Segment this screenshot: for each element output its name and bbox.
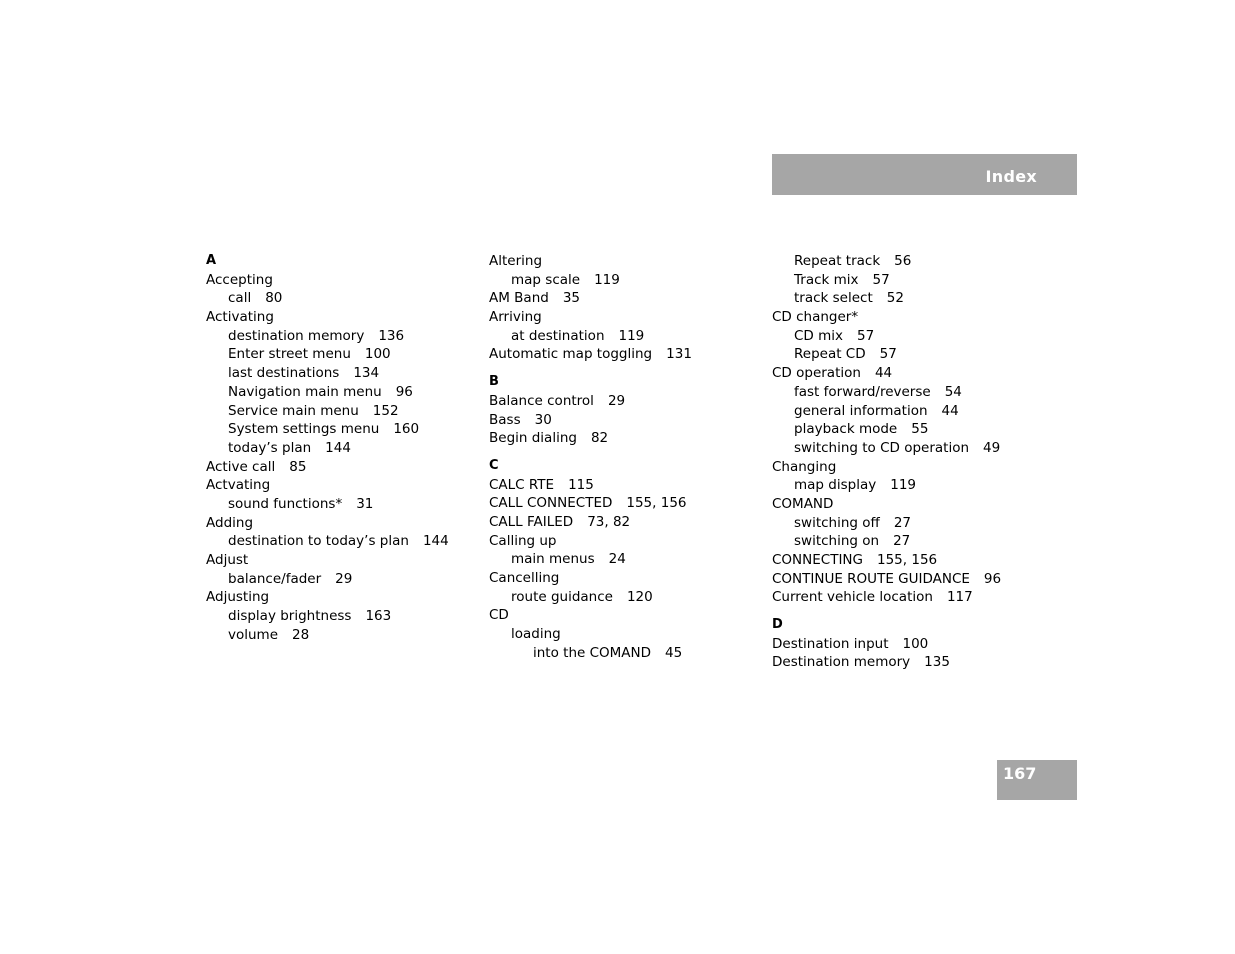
page-ref: 120 xyxy=(626,588,653,605)
index-entry: Automatic map toggling 131 xyxy=(489,346,692,363)
page-ref: 29 xyxy=(607,392,626,409)
index-entry: COMAND xyxy=(772,495,834,512)
index-letter-heading: A xyxy=(206,253,217,268)
index-subentry: call 80 xyxy=(228,290,283,307)
section-title: Index xyxy=(985,167,1037,186)
index-entry: Changing xyxy=(772,458,837,475)
index-letter-heading: D xyxy=(772,617,783,633)
index-subentry: Service main menu 152 xyxy=(228,402,399,419)
page-ref: 52 xyxy=(886,290,904,307)
index-subentry: System settings menu 160 xyxy=(228,421,420,438)
page-ref: 57 xyxy=(879,346,897,363)
page-ref: 54 xyxy=(944,383,962,400)
page-ref: 134 xyxy=(353,365,380,382)
page-ref: 100 xyxy=(902,635,929,652)
page-number: 167 xyxy=(1003,764,1037,783)
page-ref: 119 xyxy=(890,477,917,494)
index-subentry: CD mix 57 xyxy=(794,327,875,344)
page-ref: 27 xyxy=(893,533,911,550)
index-subentry: main menus 24 xyxy=(511,551,626,568)
index-subentry: today’s plan 144 xyxy=(228,439,351,456)
index-subentry: fast forward/reverse 54 xyxy=(794,383,962,400)
page-ref: 57 xyxy=(857,327,875,344)
page-ref: 96 xyxy=(983,570,1002,587)
index-subentry: map display 119 xyxy=(794,477,917,494)
index-subentry: balance/fader 29 xyxy=(228,570,353,587)
index-subentry: Repeat CD 57 xyxy=(794,346,897,363)
index-subsubentry: into the COMAND 45 xyxy=(533,644,683,661)
index-subentry: sound functions* 31 xyxy=(228,495,374,512)
page-ref: 119 xyxy=(594,271,620,288)
index-subentry: track select 52 xyxy=(794,290,904,307)
page-ref: 24 xyxy=(608,551,626,568)
index-subentry: switching off 27 xyxy=(794,514,912,531)
page-ref: 119 xyxy=(618,327,645,344)
page-ref: 152 xyxy=(372,402,399,419)
page-ref: 155, 156 xyxy=(877,552,938,568)
index-subentry: at destination 119 xyxy=(511,327,645,344)
index-subentry: display brightness 163 xyxy=(228,608,392,625)
index-entry: CALL CONNECTED 155, 156 xyxy=(489,495,687,512)
index-entry: Adjusting xyxy=(206,589,270,606)
page-ref: 163 xyxy=(365,608,392,625)
index-entry: AM Band 35 xyxy=(489,290,581,307)
index-column-3 xyxy=(772,252,1042,672)
index-entry: Adding xyxy=(206,514,254,531)
page-ref: 35 xyxy=(562,290,581,307)
page-ref: 29 xyxy=(335,570,353,587)
index-entry: Active call 85 xyxy=(206,458,307,475)
index-entry: CONTINUE ROUTE GUIDANCE 96 xyxy=(772,570,1002,587)
page-ref: 28 xyxy=(292,626,310,643)
page-ref: 136 xyxy=(378,327,405,344)
page-ref: 30 xyxy=(534,411,552,428)
page-ref: 144 xyxy=(422,533,449,550)
index-subentry: last destinations 134 xyxy=(228,365,380,382)
index-subentry: switching on 27 xyxy=(794,533,911,550)
page-ref: 100 xyxy=(364,346,391,363)
index-subentry: route guidance 120 xyxy=(511,588,653,605)
page-ref: 55 xyxy=(911,421,929,438)
index-entry: Calling up xyxy=(489,532,557,549)
index-entry: CD operation 44 xyxy=(772,365,893,382)
index-subentry: Repeat track 56 xyxy=(794,253,912,269)
index-entry: CONNECTING 155, 156 xyxy=(772,552,938,568)
page-ref: 115 xyxy=(568,476,594,493)
page-ref: 49 xyxy=(983,439,1001,456)
index-subentry: Enter street menu 100 xyxy=(228,346,391,363)
index-entry: Begin dialing 82 xyxy=(489,430,609,447)
index-subentry: general information 44 xyxy=(794,402,959,419)
index-entry: Cancelling xyxy=(489,570,560,586)
index-column-2 xyxy=(489,252,759,662)
index-entry: CD xyxy=(489,607,509,624)
page-ref: 155, 156 xyxy=(626,495,687,512)
index-subentry: map scale 119 xyxy=(511,271,620,288)
page-ref: 135 xyxy=(924,654,950,671)
index-subentry: playback mode 55 xyxy=(794,421,929,438)
index-entry: CALL FAILED 73, 82 xyxy=(489,513,631,530)
page-ref: 44 xyxy=(941,402,959,419)
index-entry: Destination memory 135 xyxy=(772,654,950,671)
index-entry: CD changer* xyxy=(772,309,859,326)
page-ref: 27 xyxy=(893,514,912,531)
page-ref: 117 xyxy=(946,589,973,606)
page-ref: 44 xyxy=(874,365,893,382)
index-entry: Activating xyxy=(206,309,274,326)
index-entry: CALC RTE 115 xyxy=(489,476,594,493)
page-ref: 73, 82 xyxy=(587,513,631,530)
page-ref: 31 xyxy=(356,495,374,512)
index-subentry: volume 28 xyxy=(228,626,310,643)
page-ref: 56 xyxy=(894,253,912,269)
index-subentry: destination to today’s plan 144 xyxy=(228,533,449,550)
page-ref: 144 xyxy=(325,439,351,456)
index-entry: Actvating xyxy=(206,477,271,494)
page-ref: 82 xyxy=(590,430,609,447)
page-ref: 57 xyxy=(872,271,890,288)
page-ref: 45 xyxy=(665,644,683,661)
page-ref: 131 xyxy=(666,346,692,363)
index-subentry: destination memory 136 xyxy=(228,327,405,344)
index-entry: Current vehicle location 117 xyxy=(772,589,973,606)
index-entry: Adjust xyxy=(206,552,249,568)
index-subentry: loading xyxy=(511,626,561,643)
index-entry: Arriving xyxy=(489,309,542,326)
index-subentry: Navigation main menu 96 xyxy=(228,383,413,400)
section-header-bar xyxy=(772,154,1077,195)
page-ref: 160 xyxy=(393,421,420,438)
index-entry: Bass 30 xyxy=(489,411,552,428)
index-letter-heading: C xyxy=(489,457,499,473)
index-entry: Balance control 29 xyxy=(489,392,626,409)
page-ref: 80 xyxy=(265,290,283,307)
page-ref: 85 xyxy=(289,458,307,475)
index-subentry: Track mix 57 xyxy=(794,271,890,288)
index-letter-heading: B xyxy=(489,374,499,390)
index-entry: Altering xyxy=(489,253,543,269)
index-subentry: switching to CD operation 49 xyxy=(794,439,1001,456)
page-ref: 96 xyxy=(395,383,413,400)
index-entry: Accepting xyxy=(206,271,273,288)
index-column-1 xyxy=(206,252,476,644)
index-entry: Destination input 100 xyxy=(772,635,929,652)
page-number-box xyxy=(997,760,1077,800)
